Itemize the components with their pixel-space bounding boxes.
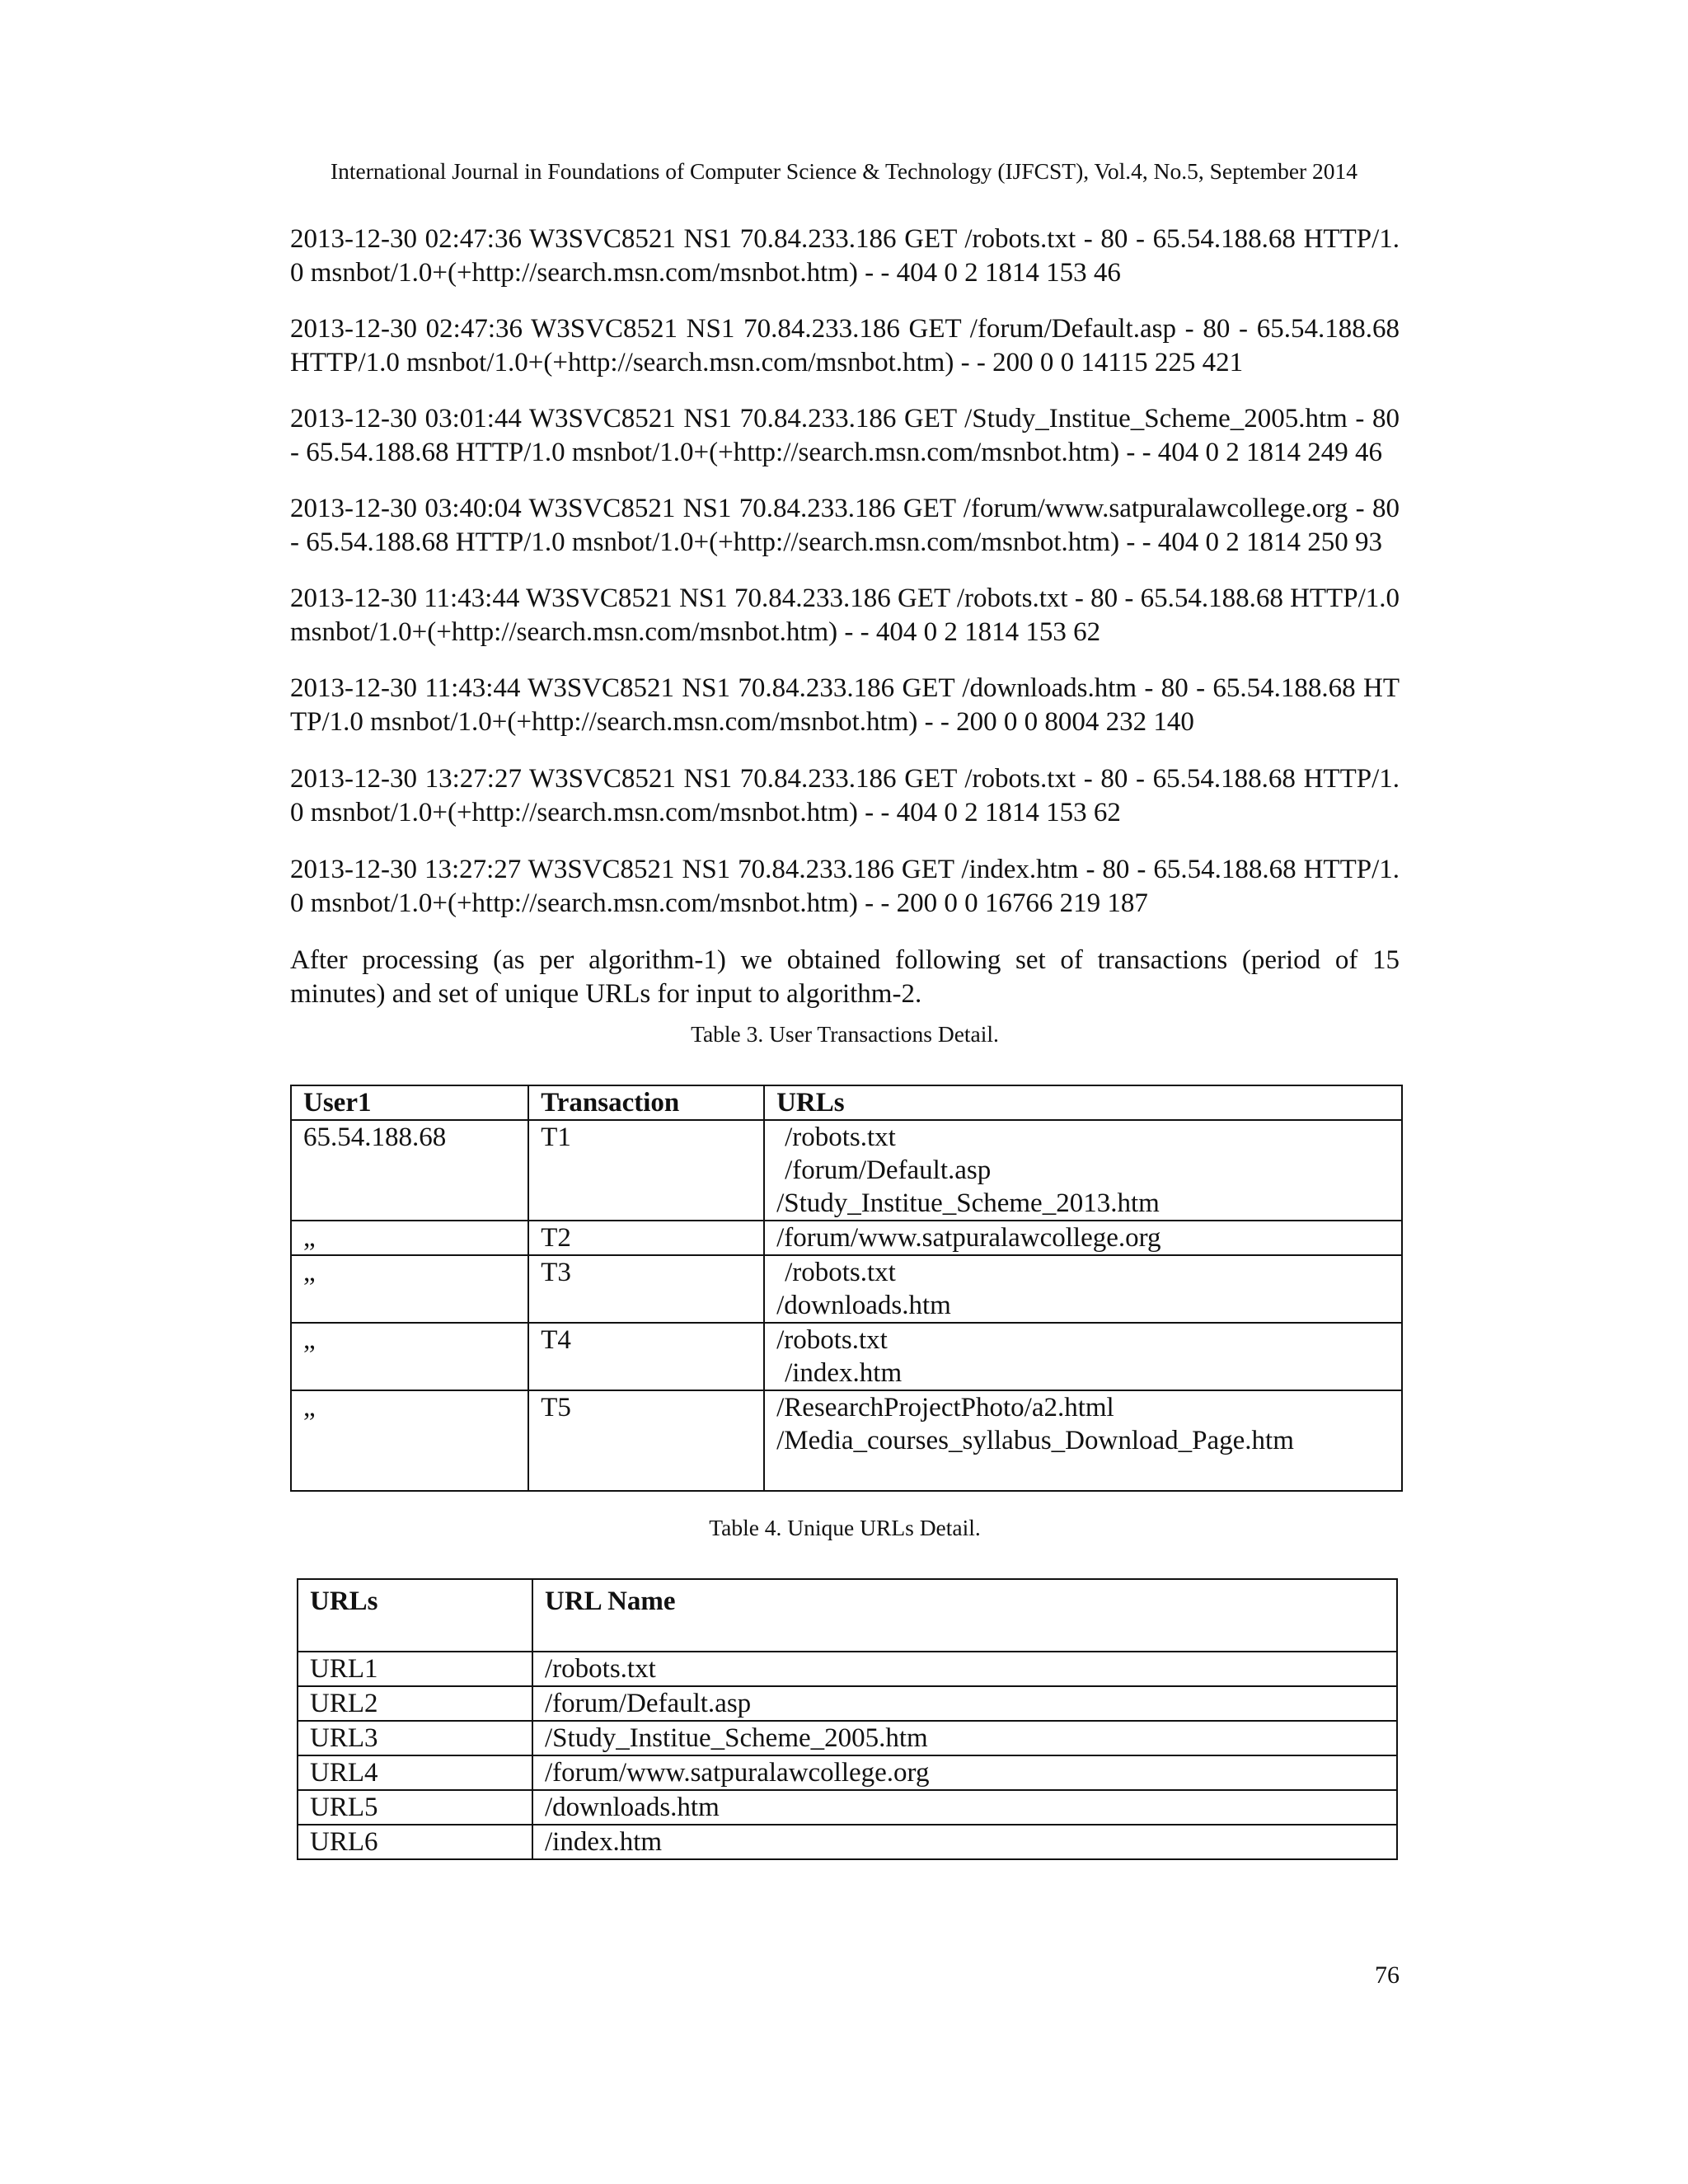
transaction-cell: T1 [528,1120,764,1221]
url-id-cell: URL4 [298,1755,532,1790]
unique-urls-table [297,1578,1398,1860]
url-line: /forum/www.satpuralawcollege.org [776,1223,1161,1253]
log-entry: 2013-12-30 03:40:04 W3SVC8521 NS1 70.84.233.186 GET /forum/www.satpuralawcollege.org - 80 - 65.54.188.68 HTTP/1.0 msnbot/1.0+(+http://search.msn.com/msnbot.htm) - - 404 0 2 1814 250 93 [290,494,1400,557]
user-cell: „ [291,1221,528,1255]
url-id-cell: URL6 [298,1825,532,1859]
log-entry: 2013-12-30 11:43:44 W3SVC8521 NS1 70.84.233.186 GET /downloads.htm - 80 - 65.54.188.68 HTTP/1.0 msnbot/1.0+(+http://search.msn.com/msnbot.htm) - - 200 0 0 8004 232 140 [290,673,1400,737]
body-paragraph: After processing (as per algorithm-1) we obtained following set of transactions (period of 15 minutes) and set of unique URLs for input to algorithm-2. [290,945,1400,1009]
column-header: URLs [298,1579,532,1652]
url-name-cell: /downloads.htm [532,1790,1397,1825]
url-line: /index.htm [785,1358,903,1388]
url-line: /downloads.htm [776,1291,951,1320]
table-row [298,1825,1397,1859]
table-row [298,1686,1397,1721]
log-entry: 2013-12-30 03:01:44 W3SVC8521 NS1 70.84.233.186 GET /Study_Institue_Scheme_2005.htm - 80 - 65.54.188.68 HTTP/1.0 msnbot/1.0+(+http://search.msn.com/msnbot.htm) - - 404 0 2 1814 249 46 [290,404,1400,467]
table-row [291,1120,1402,1221]
url-line: /Study_Institue_Scheme_2013.htm [776,1188,1160,1218]
url-id-cell: URL3 [298,1721,532,1755]
table-row [298,1790,1397,1825]
table-row [298,1755,1397,1790]
url-line: /forum/Default.asp [785,1155,992,1185]
transaction-cell: T4 [528,1323,764,1390]
urls-cell [764,1390,1402,1491]
url-line: /robots.txt [785,1122,896,1152]
url-id-cell: URL1 [298,1652,532,1686]
url-name-cell: /index.htm [532,1825,1397,1859]
url-line: /robots.txt [776,1325,888,1355]
url-name-cell: /forum/Default.asp [532,1686,1397,1721]
url-id-cell: URL2 [298,1686,532,1721]
table-row [298,1721,1397,1755]
page-body [290,223,1400,1860]
transaction-cell: T3 [528,1255,764,1323]
user-cell: „ [291,1255,528,1323]
running-header: International Journal in Foundations of Computer Science & Technology (IJFCST), Vol.4, No.5, September 2014 [330,158,1358,184]
log-entry: 2013-12-30 02:47:36 W3SVC8521 NS1 70.84.233.186 GET /forum/Default.asp - 80 - 65.54.188.68 HTTP/1.0 msnbot/1.0+(+http://search.msn.com/msnbot.htm) - - 200 0 0 14115 225 421 [290,314,1400,377]
table-header-row [291,1085,1402,1120]
log-entry: 2013-12-30 02:47:36 W3SVC8521 NS1 70.84.233.186 GET /robots.txt - 80 - 65.54.188.68 HTTP/1.0 msnbot/1.0+(+http://search.msn.com/msnbot.htm) - - 404 0 2 1814 153 46 [290,224,1400,288]
table-header-row [298,1579,1397,1652]
url-line: /Media_courses_syllabus_Download_Page.htm [776,1426,1294,1455]
urls-cell [764,1323,1402,1390]
table4-caption: Table 4. Unique URLs Detail. [709,1515,981,1540]
url-id-cell: URL5 [298,1790,532,1825]
url-line: /ResearchProjectPhoto/a2.html [776,1393,1114,1422]
log-entry: 2013-12-30 11:43:44 W3SVC8521 NS1 70.84.233.186 GET /robots.txt - 80 - 65.54.188.68 HTTP/1.0 msnbot/1.0+(+http://search.msn.com/msnbot.htm) - - 404 0 2 1814 153 62 [290,583,1400,647]
table-row [291,1390,1402,1491]
transaction-cell: T5 [528,1390,764,1491]
user-transactions-table [290,1085,1403,1492]
urls-cell [764,1255,1402,1323]
url-line: /robots.txt [785,1258,896,1287]
url-name-cell: /forum/www.satpuralawcollege.org [532,1755,1397,1790]
urls-cell [764,1120,1402,1221]
urls-cell [764,1221,1402,1255]
column-header: URL Name [532,1579,1397,1652]
table3-caption: Table 3. User Transactions Detail. [691,1021,999,1047]
page-number: 76 [1375,1961,1400,1989]
log-entry: 2013-12-30 13:27:27 W3SVC8521 NS1 70.84.233.186 GET /robots.txt - 80 - 65.54.188.68 HTTP/1.0 msnbot/1.0+(+http://search.msn.com/msnbot.htm) - - 404 0 2 1814 153 62 [290,764,1400,827]
transaction-cell: T2 [528,1221,764,1255]
user-cell: 65.54.188.68 [291,1120,528,1221]
url-name-cell: /Study_Institue_Scheme_2005.htm [532,1721,1397,1755]
url-name-cell: /robots.txt [532,1652,1397,1686]
table-row [291,1323,1402,1390]
user-cell: „ [291,1323,528,1390]
column-header: URLs [764,1085,1402,1120]
column-header: User1 [291,1085,528,1120]
log-entry: 2013-12-30 13:27:27 W3SVC8521 NS1 70.84.233.186 GET /index.htm - 80 - 65.54.188.68 HTTP/1.0 msnbot/1.0+(+http://search.msn.com/msnbot.htm) - - 200 0 0 16766 219 187 [290,855,1400,918]
table-row [298,1652,1397,1686]
table-row [291,1255,1402,1323]
table-row [291,1221,1402,1255]
column-header: Transaction [528,1085,764,1120]
user-cell: „ [291,1390,528,1491]
